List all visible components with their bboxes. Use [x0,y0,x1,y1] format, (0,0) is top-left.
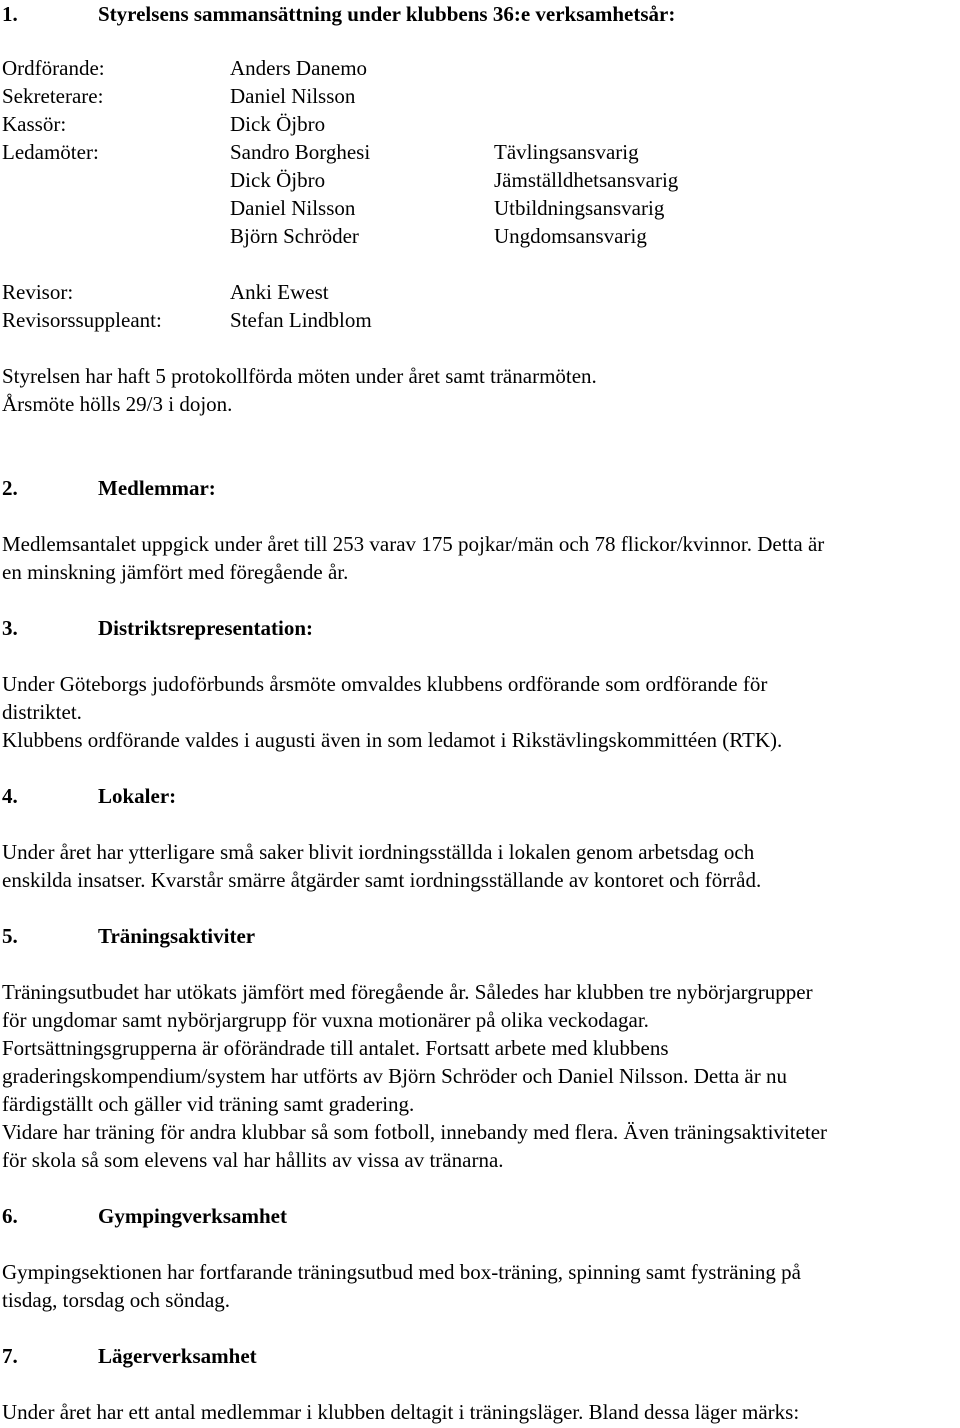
paragraph-line: Medlemsantalet uppgick under året till 253 varav 175 pojkar/män och 78 flickor/kvinnor. Detta är [2,532,825,556]
section-heading-6 [2,1202,287,1230]
roster-row [2,54,902,82]
paragraph-line: Fortsättningsgrupperna är oförändrade till antalet. Fortsatt arbete med klubbens [2,1036,669,1060]
roster-row [2,194,902,222]
member-name: Björn Schröder [230,224,359,248]
member-responsibility: Utbildningsansvarig [494,196,665,220]
member-name: Daniel Nilsson [230,84,356,108]
role-label: Sekreterare: [2,84,104,108]
section-number: 3. [2,616,18,640]
section-heading-2 [2,474,216,502]
member-responsibility: Ungdomsansvarig [494,224,647,248]
paragraph-line: graderingskompendium/system har utförts av Björn Schröder och Daniel Nilsson. Detta är nu [2,1064,787,1088]
section-title: Gympingverksamhet [98,1204,287,1228]
member-name: Stefan Lindblom [230,308,372,332]
roster-row [2,278,902,306]
member-responsibility: Tävlingsansvarig [494,140,639,164]
paragraph-line: Vidare har träning för andra klubbar så som fotboll, innebandy med flera. Även träningsaktiviteter [2,1120,828,1144]
role-label: Revisor: [2,280,74,304]
roster-row [2,110,902,138]
roster-row [2,138,902,166]
section-number: 7. [2,1344,18,1368]
member-name: Dick Öjbro [230,112,326,136]
member-name: Anders Danemo [230,56,368,80]
member-name: Sandro Borghesi [230,140,371,164]
role-label: Revisorssuppleant: [2,308,162,332]
section-number: 1. [2,2,18,26]
section-heading-7 [2,1342,257,1370]
section-title: Lokaler: [98,784,177,808]
paragraph-line: distriktet. [2,700,82,724]
member-name: Dick Öjbro [230,168,326,192]
paragraph-line: för ungdomar samt nybörjargrupp för vuxna motionärer på olika veckodagar. [2,1008,649,1032]
member-responsibility: Jämställdhetsansvarig [494,168,679,192]
section-heading-5 [2,922,255,950]
roster-row [2,306,902,334]
section-number: 5. [2,924,18,948]
section-title: Lägerverksamhet [98,1344,257,1368]
paragraph-line: Under Göteborgs judoförbunds årsmöte omvaldes klubbens ordförande som ordförande för [2,672,768,696]
member-name: Anki Ewest [230,280,329,304]
section-heading-3 [2,614,313,642]
roster-row [2,166,902,194]
paragraph-line: Under året har ett antal medlemmar i klubben deltagit i träningsläger. Bland dessa läger märks: [2,1400,800,1424]
section-title: Medlemmar: [98,476,216,500]
section-number: 2. [2,476,18,500]
section-number: 4. [2,784,18,808]
paragraph-line: Klubbens ordförande valdes i augusti även in som ledamot i Rikstävlingskommittéen (RTK). [2,728,783,752]
role-label: Ordförande: [2,56,105,80]
roster-row [2,222,902,250]
roster-row [2,82,902,110]
role-label: Kassör: [2,112,67,136]
paragraph-line: Träningsutbudet har utökats jämfört med föregående år. Således har klubben tre nybörjargrupper [2,980,813,1004]
section-title: Träningsaktiviter [98,924,256,948]
paragraph-line: tisdag, torsdag och söndag. [2,1288,231,1312]
paragraph-line: för skola så som elevens val har hållits av vissa av tränarna. [2,1148,504,1172]
section-title: Distriktsrepresentation: [98,616,314,640]
paragraph-line: färdigställt och gäller vid träning samt gradering. [2,1092,415,1116]
section-heading-4 [2,782,176,810]
role-label: Ledamöter: [2,140,99,164]
paragraph-line: Gympingsektionen har fortfarande träningsutbud med box-träning, spinning samt fysträning på [2,1260,801,1284]
section-title: Styrelsens sammansättning under klubbens 36:e verksamhetsår: [98,2,676,26]
section-heading-1 [2,0,675,28]
member-name: Daniel Nilsson [230,196,356,220]
paragraph-line: enskilda insatser. Kvarstår smärre åtgärder samt iordningsställande av kontoret och förråd. [2,868,762,892]
paragraph-line: en minskning jämfört med föregående år. [2,560,349,584]
paragraph-line: Under året har ytterligare små saker blivit iordningsställda i lokalen genom arbetsdag och [2,840,755,864]
paragraph-line: Årsmöte hölls 29/3 i dojon. [2,392,233,416]
section-number: 6. [2,1204,18,1228]
paragraph-line: Styrelsen har haft 5 protokollförda möten under året samt tränarmöten. [2,364,597,388]
